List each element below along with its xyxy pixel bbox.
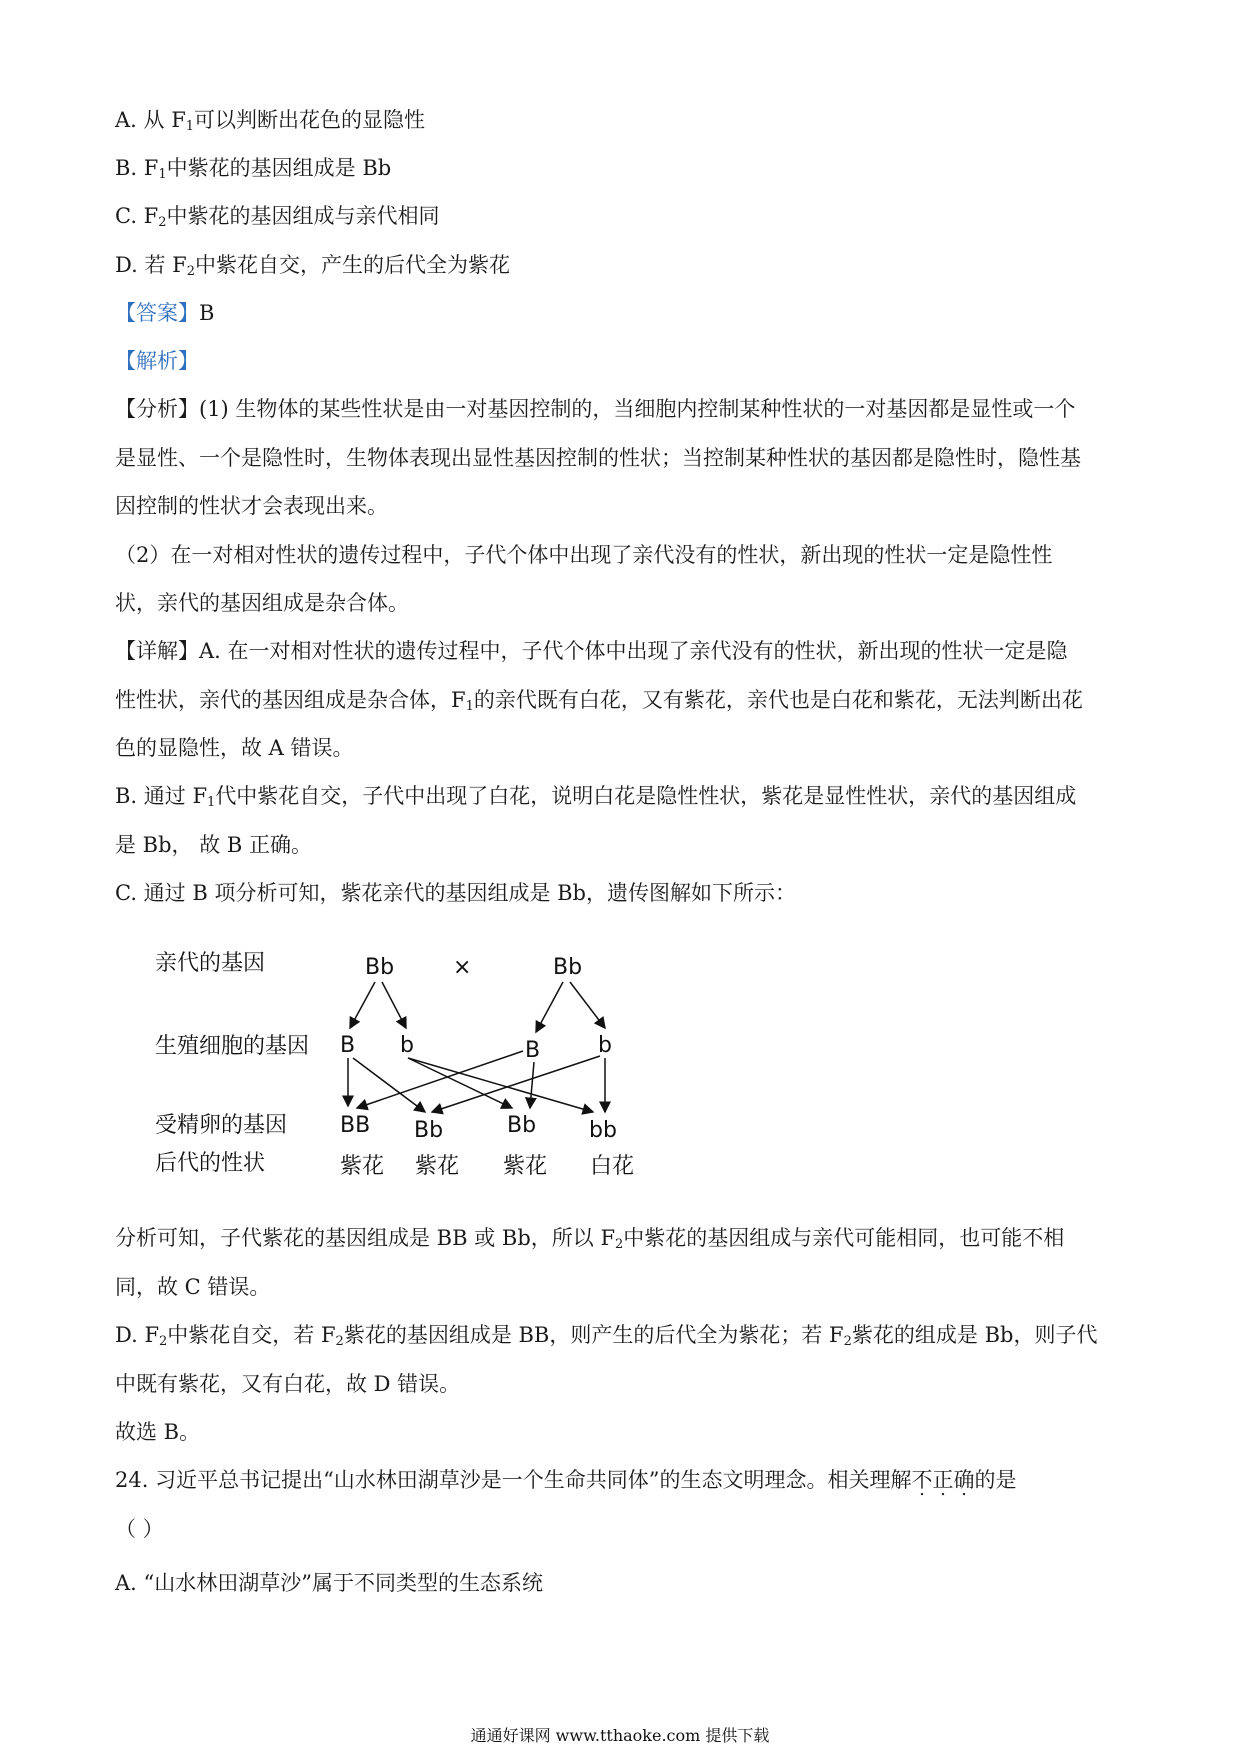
detail-c-line-1: C. 通过 B 项分析可知，紫花亲代的基因组成是 Bb，遗传图解如下所示： — [115, 881, 797, 905]
trait-4: 白花 — [590, 1154, 635, 1179]
arrow-gamete2-to-zygote3 — [408, 1058, 512, 1108]
detail-d-line-1: D. $F_2$中紫花自交，若 $F_2$紫花的基因组成是 BB，则产生的后代全为紫花；若 $F_2$紫花的组成是 Bb，则子代 — [115, 1323, 1098, 1349]
analysis-line-5: 状，亲代的基因组成是杂合体。 — [115, 591, 409, 615]
analysis-tag: 【解析】 — [115, 349, 199, 373]
detail-c-line-3: 同，故 C 错误。 — [115, 1275, 271, 1299]
detail-d-line-2: 中既有紫花，又有白花，故 D 错误。 — [115, 1372, 461, 1396]
trait-3: 紫花 — [503, 1154, 548, 1179]
analysis-line-1: 【分析】(1) 生物体的某些性状是由一对基因控制的，当细胞内控制某种性状的一对基因都是显性或一个 — [115, 397, 1076, 421]
arrow-gamete3-to-zygote3 — [530, 1062, 534, 1108]
option-c: C. $F_2$中紫花的基因组成与亲代相同 — [115, 204, 440, 230]
arrow-parent1-to-gamete1 — [350, 982, 375, 1028]
arrow-gamete4-to-zygote2 — [432, 1056, 600, 1112]
gamete-4: b — [598, 1033, 612, 1058]
label-gamete-genes: 生殖细胞的基因 — [155, 1034, 310, 1059]
option-d: D. 若 $F_2$中紫花自交，产生的后代全为紫花 — [115, 253, 510, 279]
detail-b-line-2: 是 Bb， 故 B 正确。 — [115, 833, 313, 857]
page-footer: 通通好课网 www.tthaoke.com 提供下载 — [470, 1726, 770, 1745]
question-24-stem: 24. 习近平总书记提出“山水林田湖草沙是一个生命共同体”的生态文明理念。相关理解不正确的是 — [115, 1468, 1017, 1492]
gamete-1: B — [340, 1033, 356, 1058]
answer-value: B — [199, 301, 215, 325]
arrow-parent1-to-gamete2 — [382, 982, 406, 1028]
question-24-option-a: A. “山水林田湖草沙”属于不同类型的生态系统 — [115, 1571, 543, 1595]
trait-2: 紫花 — [415, 1154, 460, 1179]
arrow-parent2-to-gamete3 — [536, 982, 563, 1032]
zygote-4: bb — [589, 1118, 617, 1143]
answer-line — [115, 298, 214, 328]
option-b: B. $F_1$中紫花的基因组成是 Bb — [115, 156, 392, 182]
analysis-line-2: 是显性、一个是隐性时，生物体表现出显性基因控制的性状；当控制某种性状的基因都是隐性时，隐性基 — [115, 446, 1081, 470]
parent-1-genotype: Bb — [365, 955, 395, 980]
trait-1: 紫花 — [340, 1154, 385, 1179]
detail-a-line-3: 色的显隐性，故 A 错误。 — [115, 736, 354, 760]
question-24-blank: （ ） — [115, 1517, 164, 1541]
gamete-2: b — [400, 1033, 414, 1058]
conclusion: 故选 B。 — [115, 1420, 201, 1444]
detail-a-line-2: 性性状，亲代的基因组成是杂合体，$F_1$的亲代既有白花，又有紫花，亲代也是白花和紫花，无法判断出花 — [115, 688, 1083, 714]
zygote-2: Bb — [414, 1118, 444, 1143]
analysis-line-3: 因控制的性状才会表现出来。 — [115, 494, 388, 518]
detail-a-line-1: 【详解】A. 在一对相对性状的遗传过程中，子代个体中出现了亲代没有的性状，新出现的性状一定是隐 — [115, 639, 1068, 663]
detail-c-line-2: 分析可知，子代紫花的基因组成是 BB 或 Bb，所以 $F_2$中紫花的基因组成与亲代可能相同，也可能不相 — [115, 1226, 1065, 1252]
option-a: A. 从 $F_1$可以判断出花色的显隐性 — [115, 108, 426, 134]
parent-2-genotype: Bb — [553, 955, 583, 980]
zygote-3: Bb — [507, 1113, 537, 1138]
arrow-gamete1-to-zygote2 — [353, 1058, 425, 1112]
zygote-1: BB — [340, 1113, 371, 1138]
label-parent-genes: 亲代的基因 — [155, 951, 266, 976]
analysis-line-4: （2）在一对相对性状的遗传过程中，子代个体中出现了亲代没有的性状，新出现的性状一定是隐性性 — [115, 543, 1053, 567]
genetic-cross-diagram — [150, 940, 650, 1200]
answer-tag: 【答案】 — [115, 301, 199, 325]
arrow-gamete2-to-zygote4 — [408, 1058, 593, 1112]
label-offspring-traits: 后代的性状 — [155, 1151, 266, 1176]
label-zygote-genes: 受精卵的基因 — [155, 1113, 288, 1138]
gamete-3: B — [525, 1038, 541, 1063]
arrow-parent2-to-gamete4 — [570, 982, 605, 1028]
detail-b-line-1: B. 通过 $F_1$代中紫花自交，子代中出现了白花，说明白花是隐性性状，紫花是显性性状，亲代的基因组成 — [115, 784, 1077, 810]
cross-sign: × — [453, 955, 472, 980]
